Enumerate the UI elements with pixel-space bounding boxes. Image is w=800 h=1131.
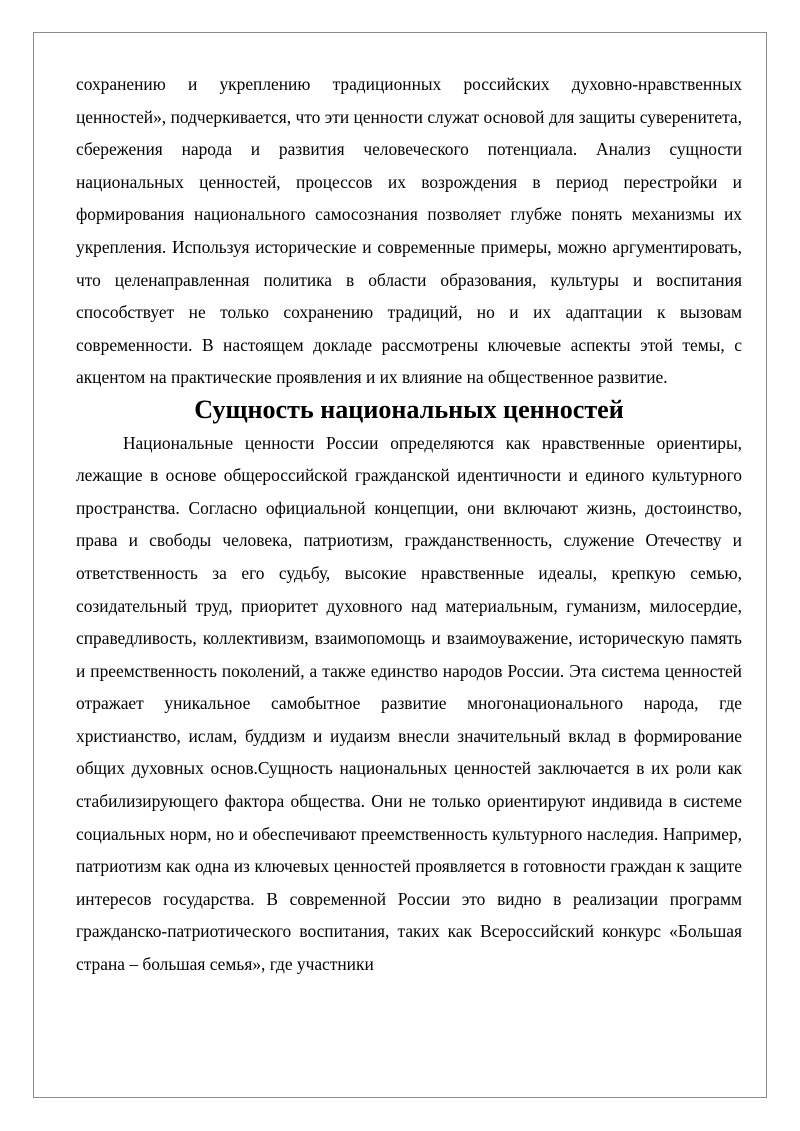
body-paragraph-2: Национальные ценности России определяются как нравственные ориентиры, лежащие в основе общероссийской гражданской идентичности и единого культурного пространства. Согласно официальной концепции, они включают жизнь, достоинство, права и свободы человека, патриотизм, гражданственность, служение Отечеству и ответственность за его судьбу, высокие нравственные идеалы, крепкую семью, созидательный труд, приоритет духовного над материальным, гуманизм, милосердие, справедливость, коллективизм, взаимопомощь и взаимоуважение, историческую память и преемственность поколений, а также единство народов России. Эта система ценностей отражает уникальное самобытное развитие многонационального народа, где христианство, ислам, буддизм и иудаизм внесли значительный вклад в формирование общих духовных основ.Сущность национальных ценностей заключается в их роли как стабилизирующего фактора общества. Они не только ориентируют индивида в системе социальных норм, но и обеспечивают преемственность культурного наследия. Например, патриотизм как одна из ключевых ценностей проявляется в готовности граждан к защите интересов государства. В современной России это видно в реализации программ гражданско-патриотического воспитания, таких как Всероссийский конкурс «Большая страна – большая семья», где участники [76,432,742,975]
page-content [76,68,742,981]
section-heading: Сущность национальных ценностей [194,394,624,424]
body-paragraph-1: сохранению и укреплению традиционных российских духовно-нравственных ценностей», подчеркивается, что эти ценности служат основой для защиты суверенитета, сбережения народа и развития человеческого потенциала. Анализ сущности национальных ценностей, процессов их возрождения в период перестройки и формирования национального самосознания позволяет глубже понять механизмы их укрепления. Используя исторические и современные примеры, можно аргументировать, что целенаправленная политика в области образования, культуры и воспитания способствует не только сохранению традиций, но и их адаптации к вызовам современности. В настоящем докладе рассмотрены ключевые аспекты этой темы, с акцентом на практические проявления и их влияние на общественное развитие. [76,74,742,388]
